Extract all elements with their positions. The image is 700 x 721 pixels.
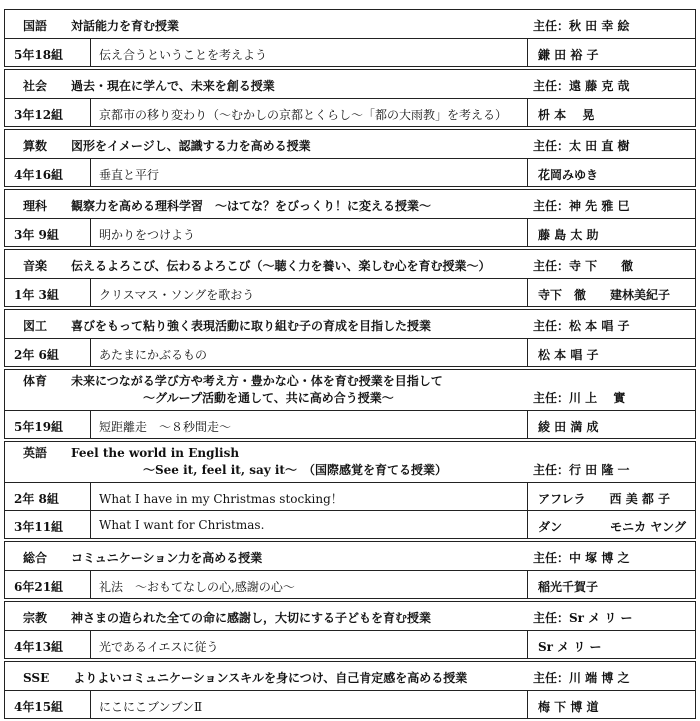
lesson-title: 礼法 〜おもてなしの心,感謝の心〜 <box>99 580 295 594</box>
subject-title: 図工 喜びをもって粘り強く表現活動に取り組む子の育成を目指した授業 <box>23 319 432 333</box>
class-row <box>5 338 695 366</box>
teacher-name: 綾 田 満 成 <box>538 420 599 434</box>
teacher-cell <box>527 691 695 718</box>
lead-teacher: 主任：行 田 隆 一 <box>533 463 630 477</box>
lesson-title: What I have in my Christmas stocking！ <box>99 492 343 506</box>
teacher-cell <box>527 279 695 306</box>
class-cell <box>5 39 91 66</box>
subject-title: 音楽 伝えるよろこび、伝わるよろこび（〜聴く力を養い、楽しむ心を育む授業〜） <box>23 259 491 273</box>
teacher-cell <box>527 483 695 510</box>
lead-cell <box>527 70 695 98</box>
lead-teacher: 主任：中 塚 博 之 <box>533 551 630 565</box>
subject-row <box>5 542 695 570</box>
lead-teacher: 主任：川 上 實 <box>533 391 626 405</box>
lead-teacher: 主任：太 田 直 樹 <box>533 139 630 153</box>
subject-block <box>4 189 696 247</box>
subject-block <box>4 129 696 187</box>
class-row <box>5 482 695 510</box>
class-name: 2年 8組 <box>14 492 59 506</box>
subject-row <box>5 190 695 218</box>
lead-cell <box>527 662 695 690</box>
class-cell <box>5 411 91 438</box>
subject-row <box>5 250 695 278</box>
class-name: 1年 3組 <box>14 288 59 302</box>
class-cell <box>5 339 91 366</box>
subject-row <box>5 70 695 98</box>
subject-title: 総合 コミュニケーション力を高める授業 <box>23 551 263 565</box>
subject-row <box>5 662 695 690</box>
subject-block <box>4 9 696 67</box>
teacher-name: 花岡みゆき <box>538 168 599 182</box>
lesson-title: 短距離走 〜８秒間走〜 <box>99 420 232 434</box>
lead-cell <box>527 442 695 482</box>
class-cell <box>5 631 91 658</box>
class-name: 2年 6組 <box>14 348 59 362</box>
lesson-schedule-table <box>4 9 696 721</box>
lead-cell <box>527 10 695 38</box>
lesson-title: 明かりをつけよう <box>99 228 196 242</box>
subject-title: SSE よりよいコミュニケーションスキルを身につけ、自己肯定感を高める授業 <box>23 671 468 685</box>
subject-block <box>4 541 696 599</box>
subject-title: 算数 図形をイメージし、認識する力を高める授業 <box>23 139 311 153</box>
lesson-title: にこにこブンブンⅡ <box>99 700 203 714</box>
lead-teacher: 主任：神 先 雅 巳 <box>533 199 630 213</box>
lead-teacher: 主任：松 本 唱 子 <box>533 319 630 333</box>
teacher-name: 寺下 徹 建林美紀子 <box>538 288 671 302</box>
class-name: 3年12組 <box>14 108 64 122</box>
subject-row <box>5 130 695 158</box>
teacher-cell <box>527 39 695 66</box>
subject-row <box>5 310 695 338</box>
subject-title: 理科 観察力を高める理科学習 〜はてな？をびっくり！に変える授業〜 <box>23 199 432 213</box>
lead-teacher: 主任：秋 田 幸 絵 <box>533 19 630 33</box>
lead-cell <box>527 130 695 158</box>
lead-teacher: 主任：遠 藤 克 哉 <box>533 79 630 93</box>
class-row <box>5 510 695 538</box>
lead-cell <box>527 250 695 278</box>
subject-row <box>5 602 695 630</box>
teacher-cell <box>527 159 695 186</box>
teacher-name: アフレラ 西 美 都 子 <box>538 492 671 506</box>
class-cell <box>5 159 91 186</box>
class-name: 3年11組 <box>14 520 64 534</box>
subject-block <box>4 601 696 659</box>
teacher-name: 梅 下 博 道 <box>538 700 599 714</box>
teacher-name: 藤 島 太 助 <box>538 228 599 242</box>
class-row <box>5 38 695 66</box>
class-cell <box>5 99 91 126</box>
subject-row <box>5 370 695 410</box>
class-name: 3年 9組 <box>14 228 59 242</box>
subject-row <box>5 442 695 482</box>
class-cell <box>5 219 91 246</box>
subject-row <box>5 10 695 38</box>
class-row <box>5 690 695 718</box>
class-name: 4年15組 <box>14 700 64 714</box>
lead-cell <box>527 190 695 218</box>
lead-cell <box>527 542 695 570</box>
lesson-title: あたまにかぶるもの <box>99 348 208 362</box>
teacher-name: ダン モニカ ヤング <box>538 520 686 534</box>
teacher-cell <box>527 631 695 658</box>
lesson-title: 京都市の移り変わり（〜むかしの京都とくらし〜「都の大雨教」を考える） <box>99 108 508 122</box>
class-cell <box>5 691 91 718</box>
teacher-name: 松 本 唱 子 <box>538 348 599 362</box>
class-row <box>5 410 695 438</box>
subject-block <box>4 69 696 127</box>
subject-title: 体育 未来につながる学び方や考え方・豊かな心・体を育む授業を目指して 〜グループ活動を通して、共に高め合う授業〜 <box>23 374 443 405</box>
class-row <box>5 158 695 186</box>
teacher-cell <box>527 99 695 126</box>
teacher-name: 枡 本 晃 <box>538 108 595 122</box>
subject-block <box>4 309 696 367</box>
class-name: 4年13組 <box>14 640 64 654</box>
class-name: 4年16組 <box>14 168 64 182</box>
subject-title: 宗教 神さまの造られた全ての命に感謝し，大切にする子どもを育む授業 <box>23 611 432 625</box>
lead-teacher: 主任：川 端 博 之 <box>533 671 630 685</box>
lesson-title: 垂直と平行 <box>99 168 160 182</box>
class-cell <box>5 511 91 538</box>
teacher-cell <box>527 511 695 538</box>
class-name: 5年18組 <box>14 48 64 62</box>
subject-title: 社会 過去・現在に学んで、未来を創る授業 <box>23 79 275 93</box>
subject-title: 英語 Feel the world in English 〜See it, feel it, say it〜 （国際感覚を育てる授業） <box>23 446 447 477</box>
lesson-title: 光であるイエスに従う <box>99 640 219 654</box>
class-cell <box>5 571 91 598</box>
subject-title: 国語 対話能力を育む授業 <box>23 19 180 33</box>
class-cell <box>5 279 91 306</box>
class-row <box>5 98 695 126</box>
teacher-name: 稲光千賀子 <box>538 580 599 594</box>
teacher-cell <box>527 571 695 598</box>
lesson-title: クリスマス・ソングを歌おう <box>99 288 255 302</box>
teacher-cell <box>527 339 695 366</box>
lead-cell <box>527 370 695 410</box>
teacher-name: 鎌 田 裕 子 <box>538 48 599 62</box>
class-row <box>5 570 695 598</box>
subject-block <box>4 441 696 539</box>
class-name: 5年19組 <box>14 420 64 434</box>
teacher-name: Sr メ リ ー <box>538 640 602 654</box>
subject-block <box>4 369 696 439</box>
subject-block <box>4 249 696 307</box>
teacher-cell <box>527 219 695 246</box>
lead-cell <box>527 310 695 338</box>
lesson-title: 伝え合うということを考えよう <box>99 48 268 62</box>
lead-teacher: 主任：寺 下 徹 <box>533 259 634 273</box>
lead-cell <box>527 602 695 630</box>
teacher-cell <box>527 411 695 438</box>
class-row <box>5 630 695 658</box>
lesson-title: What I want for Christmas. <box>99 518 265 532</box>
class-row <box>5 218 695 246</box>
class-cell <box>5 483 91 510</box>
lead-teacher: 主任：Sr メ リ ー <box>533 611 633 625</box>
class-name: 6年21組 <box>14 580 64 594</box>
class-row <box>5 278 695 306</box>
subject-block <box>4 661 696 719</box>
